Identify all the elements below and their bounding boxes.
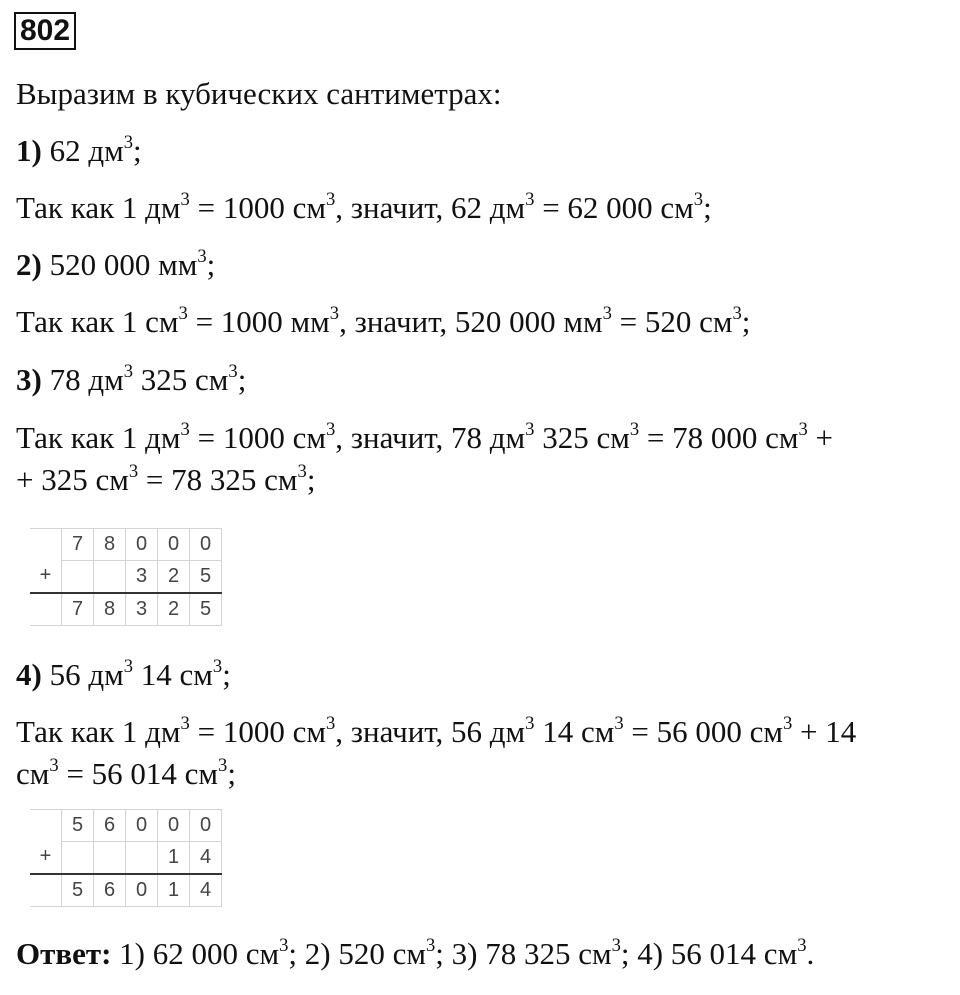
- text: + 325 см: [16, 462, 129, 497]
- exponent: 3: [180, 712, 190, 734]
- exponent: 3: [180, 418, 190, 440]
- answer-text: 1) 62 000 см: [111, 936, 280, 971]
- exponent: 3: [614, 712, 624, 734]
- text: см: [16, 756, 50, 791]
- exponent: 3: [123, 131, 134, 153]
- exponent: 3: [329, 302, 340, 324]
- digit-cell: 8: [94, 593, 126, 626]
- plus-sign: [30, 810, 62, 875]
- exponent: 3: [602, 302, 612, 324]
- text: = 78 000 см: [639, 420, 799, 455]
- text: , значит, 520 000 мм: [339, 304, 603, 339]
- exponent: 3: [611, 934, 621, 956]
- exponent: 3: [693, 188, 704, 210]
- empty-cell: [30, 593, 62, 626]
- exponent: 3: [325, 712, 336, 734]
- digit-cell: 0: [190, 810, 222, 842]
- digit-cell: 0: [158, 529, 190, 561]
- item-4-explanation: [16, 714, 856, 750]
- digit-cell: 5: [62, 874, 94, 907]
- intro-text: Выразим в кубических сантиметрах:: [16, 76, 502, 111]
- digit-cell: 0: [126, 529, 158, 561]
- exponent: 3: [178, 302, 188, 324]
- text: = 1000 мм: [187, 304, 330, 339]
- exponent: 3: [228, 360, 238, 382]
- digit-cell: 0: [126, 874, 158, 907]
- plus-glyph: +: [39, 564, 52, 586]
- sum-row: [30, 874, 222, 907]
- item-1-task: [16, 133, 142, 169]
- answer-text: ; 4) 56 014 см: [620, 936, 798, 971]
- exponent: 3: [525, 712, 535, 734]
- exponent: 3: [798, 418, 808, 440]
- item-4-task: [16, 657, 231, 693]
- text: +: [807, 420, 834, 455]
- text: Так как 1 дм: [16, 420, 181, 455]
- exponent: 3: [123, 360, 134, 382]
- answer-line: [16, 936, 814, 972]
- text: ;: [306, 462, 316, 497]
- exponent: 3: [218, 754, 228, 776]
- text: = 1000 см: [189, 714, 326, 749]
- digit-cell: 8: [94, 529, 126, 561]
- column-addition-3: [30, 528, 222, 626]
- digit-cell: 7: [62, 529, 94, 561]
- answer-text: .: [806, 936, 815, 971]
- exponent: 3: [525, 188, 535, 210]
- addend-row-1: [30, 529, 222, 561]
- digit-cell: 0: [190, 529, 222, 561]
- item-3-explanation-cont: [16, 462, 315, 498]
- digit-cell: [94, 842, 126, 875]
- digit-cell: 3: [126, 593, 158, 626]
- text: 325 см: [534, 420, 630, 455]
- task-text: 56 дм: [49, 657, 124, 692]
- digit-cell: [126, 842, 158, 875]
- text: ;: [703, 190, 712, 225]
- answer-text: ; 2) 520 см: [288, 936, 426, 971]
- item-1-explanation: [16, 190, 712, 226]
- empty-cell: [30, 874, 62, 907]
- exponent: 3: [782, 712, 793, 734]
- text: = 1000 см: [189, 190, 326, 225]
- item-2-explanation: [16, 304, 750, 340]
- digit-cell: 2: [158, 561, 190, 594]
- plus-sign: [30, 529, 62, 594]
- digit-cell: 5: [190, 593, 222, 626]
- item-number: 2): [16, 247, 42, 282]
- task-text: ;: [206, 247, 216, 282]
- problem-number: 802: [14, 12, 76, 50]
- exponent: 3: [325, 188, 336, 210]
- text: , значит, 78 дм: [335, 420, 526, 455]
- item-number: 4): [16, 657, 42, 692]
- digit-cell: [62, 842, 94, 875]
- item-number: 3): [16, 362, 42, 397]
- plus-glyph: +: [39, 845, 52, 867]
- task-text: ;: [222, 657, 231, 692]
- text: , значит, 62 дм: [335, 190, 526, 225]
- text: = 1000 см: [189, 420, 326, 455]
- exponent: 3: [180, 188, 190, 210]
- exponent: 3: [797, 934, 807, 956]
- item-4-explanation-cont: [16, 756, 236, 792]
- digit-cell: 4: [190, 874, 222, 907]
- task-text: 520 000 мм: [49, 247, 198, 282]
- digit-cell: [94, 561, 126, 594]
- item-3-task: [16, 362, 246, 398]
- sum-row: [30, 593, 222, 626]
- digit-cell: 6: [94, 810, 126, 842]
- exponent: 3: [297, 460, 307, 482]
- exponent: 3: [425, 934, 436, 956]
- exponent: 3: [123, 655, 134, 677]
- item-3-explanation: [16, 420, 833, 456]
- digit-cell: 1: [158, 874, 190, 907]
- column-addition-4: [30, 809, 222, 907]
- exponent: 3: [212, 655, 223, 677]
- answer-text: ; 3) 78 325 см: [435, 936, 612, 971]
- task-text: 325 см: [133, 362, 229, 397]
- item-2-task: [16, 247, 215, 283]
- digit-cell: 5: [190, 561, 222, 594]
- task-text: ;: [133, 133, 142, 168]
- digit-cell: 5: [62, 810, 94, 842]
- text: , значит, 56 дм: [335, 714, 526, 749]
- text: Так как 1 дм: [16, 714, 181, 749]
- answer-label: Ответ:: [16, 936, 112, 971]
- digit-cell: 1: [158, 842, 190, 875]
- text: Так как 1 дм: [16, 190, 181, 225]
- text: = 520 см: [611, 304, 733, 339]
- text: = 62 000 см: [534, 190, 694, 225]
- task-text: 14 см: [133, 657, 213, 692]
- exponent: 3: [629, 418, 640, 440]
- task-text: 78 дм: [49, 362, 124, 397]
- task-text: ;: [237, 362, 247, 397]
- exponent: 3: [128, 460, 139, 482]
- digit-cell: 0: [158, 810, 190, 842]
- text: = 56 014 см: [58, 756, 219, 791]
- digit-cell: 6: [94, 874, 126, 907]
- digit-cell: 7: [62, 593, 94, 626]
- digit-cell: 4: [190, 842, 222, 875]
- exponent: 3: [732, 302, 742, 324]
- addend-row-1: [30, 810, 222, 842]
- task-text: 62 дм: [49, 133, 124, 168]
- exponent: 3: [197, 245, 207, 267]
- exponent: 3: [49, 754, 59, 776]
- exponent: 3: [525, 418, 535, 440]
- exponent: 3: [325, 418, 336, 440]
- text: ;: [227, 756, 236, 791]
- item-number: 1): [16, 133, 42, 168]
- digit-cell: 3: [126, 561, 158, 594]
- digit-cell: [62, 561, 94, 594]
- text: = 78 325 см: [138, 462, 298, 497]
- digit-cell: 2: [158, 593, 190, 626]
- digit-cell: 0: [126, 810, 158, 842]
- exponent: 3: [279, 934, 289, 956]
- text: + 14: [792, 714, 857, 749]
- text: Так как 1 см: [16, 304, 179, 339]
- text: 14 см: [534, 714, 615, 749]
- text: ;: [741, 304, 751, 339]
- text: = 56 000 см: [623, 714, 783, 749]
